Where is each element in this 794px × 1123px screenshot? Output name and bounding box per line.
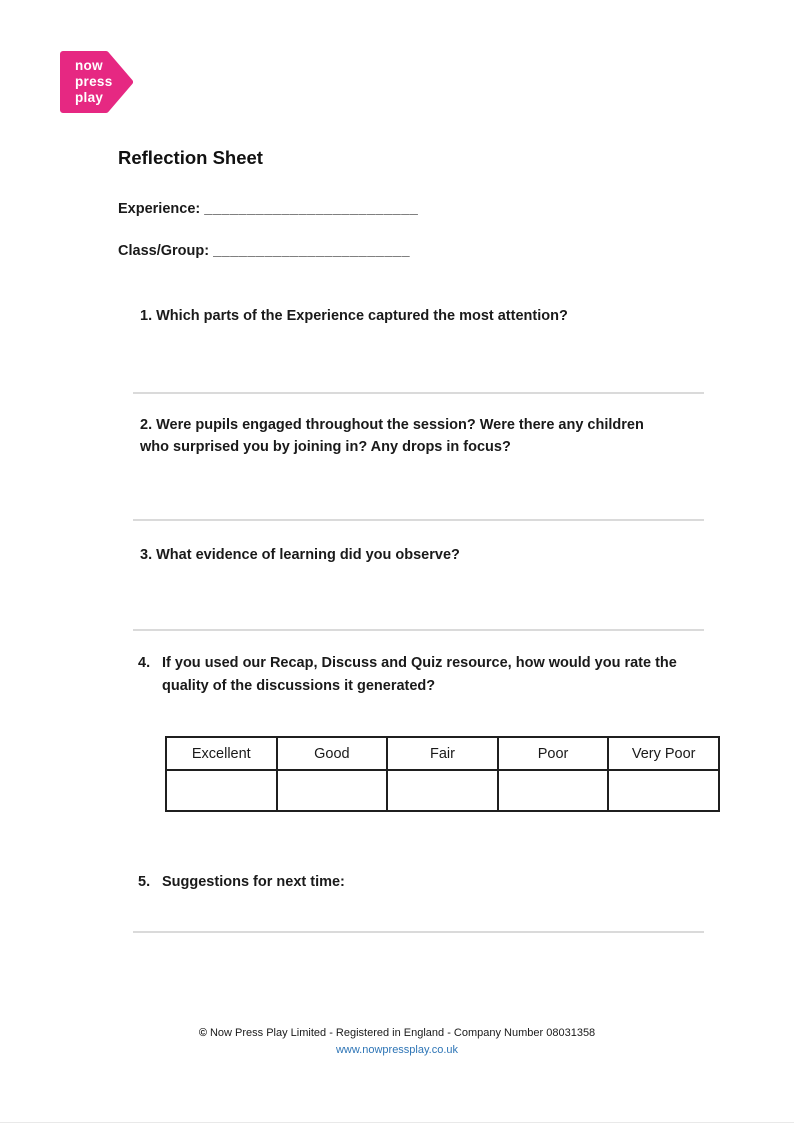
footer-copyright-line [0, 1027, 794, 1039]
class-group-blank[interactable]: _______________________ [213, 243, 411, 259]
experience-label: Experience: [118, 201, 201, 217]
experience-field [118, 201, 418, 217]
rating-answer-row [166, 770, 719, 811]
question-1-number: 1. [140, 308, 153, 324]
copyright-symbol: © [198, 1027, 207, 1039]
footer-company-text: Now Press Play Limited - Registered in England - Company Number 08031358 [209, 1027, 596, 1039]
rating-header-poor: Poor [498, 737, 609, 770]
question-2 [140, 414, 672, 458]
rating-cell-good[interactable] [277, 770, 388, 811]
rating-header-fair: Fair [387, 737, 498, 770]
question-2-number: 2. [140, 417, 153, 433]
class-group-label: Class/Group: [118, 243, 210, 259]
question-5-text: Suggestions for next time: [162, 874, 345, 890]
page-title: Reflection Sheet [118, 147, 263, 168]
website-link[interactable]: www.nowpressplay.co.uk [335, 1044, 459, 1056]
question-4 [138, 652, 714, 698]
question-1 [140, 305, 705, 327]
separator [133, 931, 704, 933]
question-2-text: Were pupils engaged throughout the session? Were there any children who surprised you by joining in? Any drops in focus? [140, 417, 644, 455]
question-5 [138, 871, 714, 893]
question-1-text: Which parts of the Experience captured the most attention? [156, 308, 568, 324]
rating-cell-poor[interactable] [498, 770, 609, 811]
question-4-number: 4. [138, 655, 151, 671]
logo-wordmark [75, 58, 113, 106]
logo-word-now: now [75, 58, 103, 73]
logo-word-play: play [75, 90, 104, 105]
class-group-field [118, 243, 410, 259]
question-3 [140, 544, 705, 566]
rating-header-excellent: Excellent [166, 737, 277, 770]
rating-cell-very-poor[interactable] [608, 770, 719, 811]
rating-header-very-poor: Very Poor [608, 737, 719, 770]
rating-cell-excellent[interactable] [166, 770, 277, 811]
separator [133, 519, 704, 521]
experience-blank[interactable]: _________________________ [204, 201, 419, 217]
logo-word-press: press [75, 74, 113, 89]
question-5-number: 5. [138, 874, 151, 890]
rating-table [165, 736, 720, 812]
question-3-number: 3. [140, 547, 153, 563]
separator [133, 392, 704, 394]
question-4-text: If you used our Recap, Discuss and Quiz resource, how would you rate the quality of the discussions it generated? [162, 655, 677, 694]
separator [133, 629, 704, 631]
rating-cell-fair[interactable] [387, 770, 498, 811]
question-3-text: What evidence of learning did you observe? [156, 547, 460, 563]
rating-header-row [166, 737, 719, 770]
rating-header-good: Good [277, 737, 388, 770]
now-press-play-logo [60, 51, 133, 113]
